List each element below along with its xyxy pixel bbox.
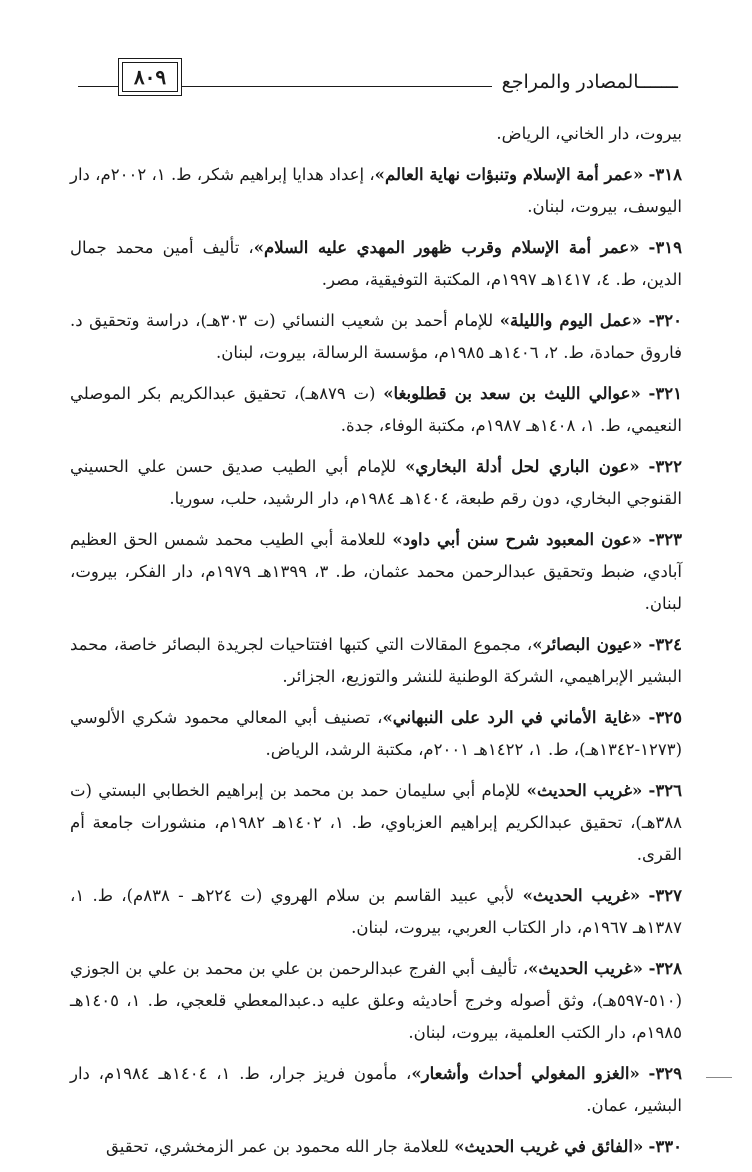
bibliography-entry [70, 305, 682, 369]
entry-title: «الفائق في غريب الحديث» [454, 1137, 644, 1156]
entry-title: «عمر أمة الإسلام وقرب ظهور المهدي عليه السلام» [253, 238, 640, 257]
page-number: ٨٠٩ [122, 62, 178, 92]
entry-number: ٣٣٠- [648, 1137, 682, 1156]
entry-details: للعلامة جار الله محمود بن عمر الزمخشري، تحقيق [106, 1137, 455, 1156]
bibliography-entry [70, 953, 682, 1049]
entry-details: ، مجموع المقالات التي كتبها افتتاحيات لجريدة البصائر خاصة، محمد البشير الإبراهيمي، الشركة الوطنية للنشر والتوزيع، الجزائر. [70, 635, 682, 686]
bibliography-list [70, 118, 682, 1172]
entry-title: «غريب الحديث» [522, 886, 641, 905]
entry-title: «عون الباري لحل أدلة البخاري» [405, 457, 640, 476]
entry-title: «غريب الحديث» [528, 959, 643, 978]
bibliography-entry [70, 629, 682, 693]
entry-number: ٣٢٢- [648, 457, 682, 476]
entry-details: ، مأمون فريز جرار، ط. ١، ١٤٠٤هـ ١٩٨٤م، دار البشير، عمان. [70, 1064, 682, 1115]
entry-title: «غريب الحديث» [526, 781, 643, 800]
entry-title: «عون المعبود شرح سنن أبي داود» [392, 530, 642, 549]
entry-details: للإمام أحمد بن شعيب النسائي (ت ٣٠٣هـ)، دراسة وتحقيق د. فاروق حمادة، ط. ٢، ١٤٠٦هـ ١٩٨٥م، مؤسسة الرسالة، بيروت، لبنان. [70, 311, 682, 362]
running-header [78, 58, 678, 106]
entry-title: «عوالي الليث بن سعد بن قطلوبغا» [383, 384, 641, 403]
entry-title: «الغزو المغولي أحداث وأشعار» [411, 1064, 640, 1083]
bibliography-entry [70, 159, 682, 223]
bibliography-entry [70, 524, 682, 620]
entry-number: ٣٢٦- [648, 781, 682, 800]
entry-details: للإمام أبي الطيب صديق حسن علي الحسيني القنوجي البخاري، دون رقم طبعة، ١٤٠٤هـ ١٩٨٤م، دار الرشيد، حلب، سوريا. [70, 457, 682, 508]
entry-details: للإمام أبي سليمان حمد بن محمد بن إبراهيم الخطابي البستي (ت ٣٨٨هـ)، تحقيق عبدالكريم إبراهيم العزباوي، ط. ١، ١٤٠٢هـ ١٩٨٢م، منشورات جامعة أم القرى. [70, 781, 682, 864]
entry-details: (ت ٨٧٩هـ)، تحقيق عبدالكريم بكر الموصلي النعيمي، ط. ١، ١٤٠٨هـ ١٩٨٧م، مكتبة الوفاء، جدة. [70, 384, 682, 435]
bibliography-entry [70, 1058, 682, 1122]
entry-number: ٣١٩- [648, 238, 682, 257]
page-number-box [118, 58, 182, 96]
entry-details: ، تأليف أمين محمد جمال الدين، ط. ٤، ١٤١٧هـ ١٩٩٧م، المكتبة التوفيقية، مصر. [70, 238, 682, 289]
entry-title: «عيون البصائر» [532, 635, 643, 654]
entry-details: للعلامة أبي الطيب محمد شمس الحق العظيم آبادي، ضبط وتحقيق عبدالرحمن محمد عثمان، ط. ٣، ١٣٩٩هـ ١٩٧٩م، دار الفكر، بيروت، لبنان. [70, 530, 683, 613]
entry-title: «عمر أمة الإسلام وتنبؤات نهاية العالم» [374, 165, 644, 184]
entry-number: ٣٢٤- [648, 635, 682, 654]
entry-number: ٣٢١- [648, 384, 682, 403]
bibliography-entry [70, 1131, 682, 1163]
entry-title: «غاية الأماني في الرد على النبهاني» [382, 708, 642, 727]
bibliography-entry [70, 378, 682, 442]
entry-number: ٣١٨- [648, 165, 682, 184]
entry-number: ٣٢٣- [648, 530, 682, 549]
entry-details: ، إعداد هدايا إبراهيم شكر، ط. ١، ٢٠٠٢م، دار اليوسف، بيروت، لبنان. [70, 165, 682, 216]
bibliography-entry [70, 880, 682, 944]
entry-title: «عمل اليوم والليلة» [499, 311, 642, 330]
continued-entry-text: بيروت، دار الخاني، الرياض. [496, 124, 682, 143]
entry-number: ٣٢٥- [648, 708, 682, 727]
bibliography-entry [70, 702, 682, 766]
footer-rule-mark [706, 1077, 732, 1078]
entry-details: ، تصنيف أبي المعالي محمود شكري الألوسي (١٢٧٣-١٣٤٢هـ)، ط. ١، ١٤٢٢هـ ٢٠٠١م، مكتبة الرشد، الرياض. [70, 708, 682, 759]
header-title: ـــــــالمصادر والمراجع [492, 70, 678, 94]
entry-number: ٣٢٨- [648, 959, 683, 978]
bibliography-entry [70, 775, 682, 871]
bibliography-entry [70, 451, 682, 515]
entry-number: ٣٢٧- [648, 886, 682, 905]
entry-number: ٣٢٠- [648, 311, 682, 330]
bibliography-entry [70, 232, 682, 296]
entry-details: لأبي عبيد القاسم بن سلام الهروي (ت ٢٢٤هـ - ٨٣٨م)، ط. ١، ١٣٨٧هـ ١٩٦٧م، دار الكتاب العربي، بيروت، لبنان. [70, 886, 682, 937]
entry-details: ، تأليف أبي الفرج عبدالرحمن بن علي بن محمد بن علي بن الجوزي (٥١٠-٥٩٧هـ)، وثق أصوله وخرج أحاديثه وعلق عليه د.عبدالمعطي قلعجي، ط. ١، ١٤٠٥هـ ١٩٨٥م، دار الكتب العلمية، بيروت، لبنان. [70, 959, 683, 1042]
entry-number: ٣٢٩- [648, 1064, 682, 1083]
